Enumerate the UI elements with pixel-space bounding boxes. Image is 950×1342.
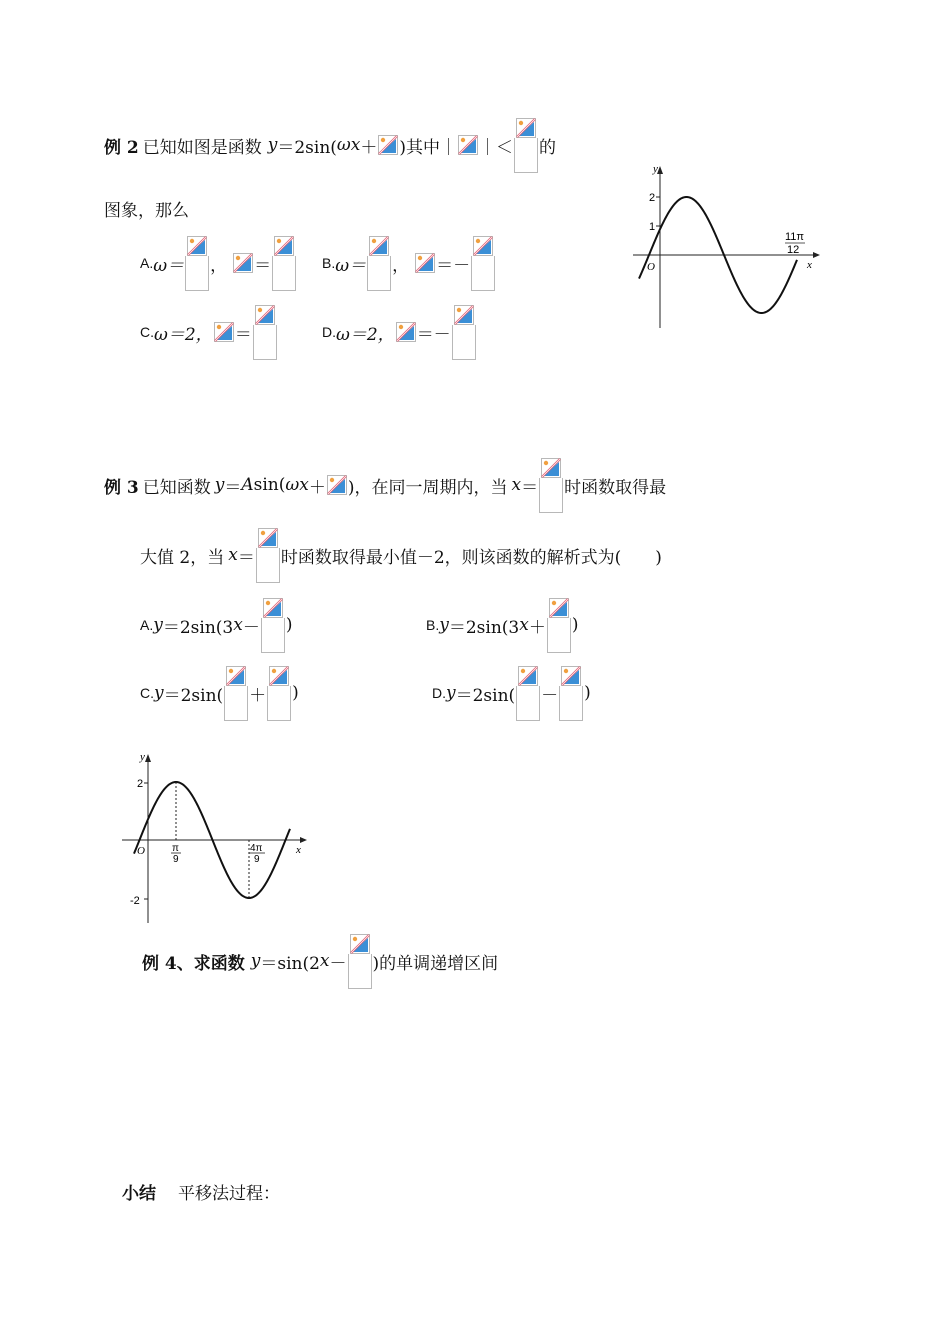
tick-label-1: 1 xyxy=(649,221,656,233)
text: ＝2sin( xyxy=(163,685,224,706)
y-axis-arrow xyxy=(657,166,663,174)
example-label: 例 4、求函数 xyxy=(142,953,245,974)
y-axis-label: y xyxy=(653,163,658,175)
fraction-placeholder xyxy=(452,305,476,360)
option-c xyxy=(140,305,278,359)
tick-frac-top: π xyxy=(172,843,179,854)
text: ω＝2， xyxy=(154,324,213,345)
summary-label: 小结 xyxy=(122,1183,156,1204)
text: ， xyxy=(392,255,410,276)
text: － xyxy=(329,953,347,974)
broken-image-icon xyxy=(233,253,253,273)
var-x: x xyxy=(511,475,522,495)
y-axis-label: y xyxy=(140,751,145,763)
example-4-line xyxy=(142,934,498,988)
var-y: y xyxy=(154,683,164,703)
option-d xyxy=(432,666,591,720)
text: ＝－ xyxy=(416,324,451,345)
example-label: 例 2 xyxy=(104,137,139,158)
tick-frac-top: 4π xyxy=(250,843,263,854)
text: ＝2sin(3 xyxy=(162,617,234,638)
broken-image-icon xyxy=(518,666,538,686)
text: ω＝ xyxy=(153,255,185,276)
fraction-placeholder xyxy=(253,305,277,360)
option-d xyxy=(322,305,477,359)
var-y: y xyxy=(153,615,163,635)
tick-frac-bottom: 9 xyxy=(173,854,179,865)
fraction-placeholder xyxy=(516,666,540,721)
text: ) xyxy=(292,683,299,703)
fraction-placeholder xyxy=(514,118,538,173)
example-2-line-2: 图象，那么 xyxy=(104,201,189,221)
tick-frac-top: 11π xyxy=(785,231,805,243)
x-axis-label: x xyxy=(296,844,301,856)
summary-line xyxy=(122,1178,280,1204)
var-x: x xyxy=(519,615,529,635)
fraction-placeholder xyxy=(224,666,248,721)
text: 已知函数 xyxy=(142,477,211,498)
text: sin( xyxy=(253,475,286,495)
fraction-placeholder xyxy=(261,598,285,653)
example-3-line-1 xyxy=(104,470,666,500)
broken-image-icon xyxy=(473,236,493,256)
fraction-placeholder xyxy=(367,236,391,291)
x-axis-label: x xyxy=(807,259,812,271)
text: － xyxy=(541,685,559,706)
text: ) xyxy=(571,615,579,635)
broken-image-icon xyxy=(458,135,478,155)
origin-label: O xyxy=(647,261,655,273)
fraction-placeholder xyxy=(272,236,296,291)
var-x: x xyxy=(228,545,238,565)
text: ＝2sin( xyxy=(277,137,337,158)
text: ＋ xyxy=(528,617,546,638)
origin-label: O xyxy=(137,845,145,857)
text: ＝2sin( xyxy=(455,685,516,706)
text: ＋ xyxy=(249,685,267,706)
var-omega: ω xyxy=(285,475,300,495)
var-y: y xyxy=(267,135,278,155)
var-y: y xyxy=(250,951,261,971)
option-label: A. xyxy=(140,617,154,633)
broken-image-icon xyxy=(561,666,581,686)
var-y: y xyxy=(446,683,456,703)
text: ＝－ xyxy=(436,255,471,276)
fraction-placeholder xyxy=(256,528,280,583)
fraction-placeholder xyxy=(348,934,372,989)
broken-image-icon xyxy=(187,236,207,256)
text: ， xyxy=(210,255,228,276)
example-label: 例 3 xyxy=(104,477,139,498)
var-y: y xyxy=(214,475,225,495)
broken-image-icon xyxy=(226,666,246,686)
text: 时函数取得最 xyxy=(564,477,667,498)
var-x: x xyxy=(299,475,309,495)
option-label: B. xyxy=(426,617,440,633)
broken-image-icon xyxy=(274,236,294,256)
text: ω＝2， xyxy=(336,324,395,345)
text: － xyxy=(242,617,260,638)
broken-image-icon xyxy=(258,528,278,548)
broken-image-icon xyxy=(378,135,398,155)
text: ＝ xyxy=(237,547,255,568)
tick-label-minus-2: -2 xyxy=(130,895,140,907)
option-c xyxy=(140,666,299,720)
var-y: y xyxy=(439,615,449,635)
text: )其中｜ xyxy=(399,137,458,158)
text: ) xyxy=(584,683,591,703)
summary-text: 平移法过程： xyxy=(178,1183,280,1204)
text: ＝sin(2 xyxy=(260,953,320,974)
broken-image-icon xyxy=(396,322,416,342)
example-2-line-1 xyxy=(104,130,556,160)
fraction-placeholder xyxy=(185,236,209,291)
fraction-placeholder xyxy=(471,236,495,291)
broken-image-icon xyxy=(269,666,289,686)
broken-image-icon xyxy=(263,598,283,618)
broken-image-icon xyxy=(549,598,569,618)
text: 已知如图是函数 xyxy=(142,137,262,158)
broken-image-icon xyxy=(516,118,536,138)
text: ＝ xyxy=(254,255,272,276)
x-axis-arrow xyxy=(300,837,307,843)
text: ＝2sin(3 xyxy=(448,617,520,638)
option-label: A. xyxy=(140,255,154,271)
fraction-placeholder xyxy=(539,458,563,513)
var-x: x xyxy=(233,615,243,635)
option-label: D. xyxy=(322,324,336,340)
var-x: x xyxy=(350,135,361,155)
option-label: D. xyxy=(432,685,446,701)
text: ＝ xyxy=(521,477,539,498)
option-a xyxy=(140,236,297,290)
text: ω＝ xyxy=(335,255,367,276)
broken-image-icon xyxy=(369,236,389,256)
text: ) xyxy=(285,615,293,635)
option-label: C. xyxy=(140,324,154,340)
broken-image-icon xyxy=(214,322,234,342)
tick-label-2: 2 xyxy=(137,778,144,790)
sine-graph-1 xyxy=(625,160,825,335)
text: 的 xyxy=(539,137,557,158)
tick-frac-bottom: 9 xyxy=(254,854,260,865)
option-label: C. xyxy=(140,685,154,701)
text: ＋ xyxy=(308,477,326,498)
broken-image-icon xyxy=(415,253,435,273)
var-a: A xyxy=(241,475,254,495)
text: )的单调递增区间 xyxy=(372,953,499,974)
fraction-placeholder xyxy=(267,666,291,721)
option-b xyxy=(426,598,578,652)
text: ＋ xyxy=(360,137,378,158)
var-omega: ω xyxy=(336,135,351,155)
broken-image-icon xyxy=(327,475,347,495)
option-b xyxy=(322,236,496,290)
text: 时函数取得最小值－2，则该函数的解析式为( ) xyxy=(280,547,662,568)
tick-frac-bottom: 12 xyxy=(787,244,800,256)
broken-image-icon xyxy=(541,458,561,478)
option-a xyxy=(140,598,292,652)
option-label: B. xyxy=(322,255,336,271)
text: ｜＜ xyxy=(479,137,514,158)
sine-graph-2 xyxy=(118,748,318,928)
broken-image-icon xyxy=(350,934,370,954)
text: ＝ xyxy=(234,324,252,345)
text: 大值 2，当 xyxy=(140,547,225,568)
broken-image-icon xyxy=(255,305,275,325)
x-axis-arrow xyxy=(813,252,820,258)
fraction-placeholder xyxy=(559,666,583,721)
text: )，在同一周期内，当 xyxy=(347,477,508,498)
var-x: x xyxy=(319,951,330,971)
broken-image-icon xyxy=(454,305,474,325)
y-axis-arrow xyxy=(145,754,151,762)
text: ＝ xyxy=(224,477,242,498)
tick-label-2: 2 xyxy=(649,192,656,204)
example-3-line-2 xyxy=(140,528,662,582)
fraction-placeholder xyxy=(547,598,571,653)
